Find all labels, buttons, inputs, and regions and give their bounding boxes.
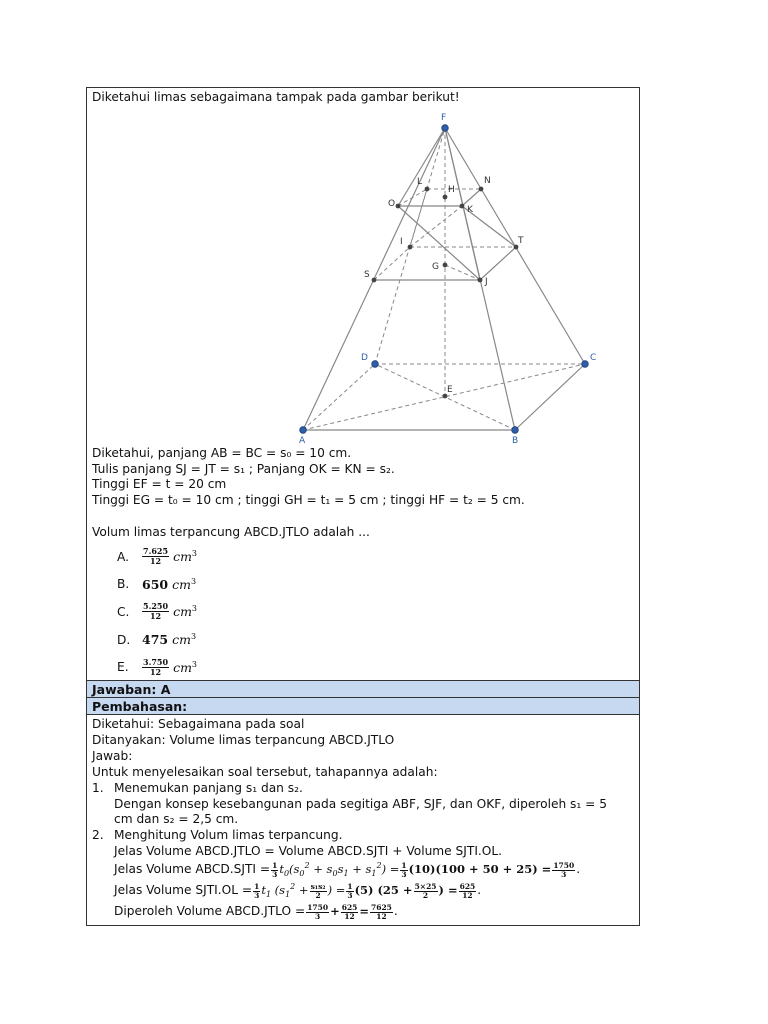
option-value: 650 <box>142 576 169 592</box>
given-info <box>92 446 525 509</box>
label-L: L <box>417 177 423 187</box>
given-line: Tinggi EF = t = 20 cm <box>92 477 227 492</box>
label-F: F <box>441 113 447 123</box>
question-intro: Diketahui limas sebagaimana tampak pada gambar berikut! <box>92 90 460 104</box>
discussion-header: Pembahasan: <box>87 698 639 715</box>
discussion-body <box>87 715 639 925</box>
step-number: 2. <box>92 828 104 843</box>
label-E: E <box>447 385 453 395</box>
label-C: C <box>590 353 597 363</box>
option-unit: $cm^3$ <box>172 576 197 592</box>
step-2-text: Jelas Volume ABCD.JTLO = Volume ABCD.SJTI + Volume SJTI.OL. <box>114 844 503 859</box>
question-cell <box>87 88 639 681</box>
given-line: Tinggi EG = t₀ = 10 cm ; tinggi GH = t₁ = 5 cm ; tinggi HF = t₂ = 5 cm. <box>92 493 525 508</box>
edge-BC <box>515 364 585 430</box>
option-c[interactable] <box>117 598 197 626</box>
pyramid-diagram <box>205 113 597 450</box>
option-fraction: $\frac{5.250}{12}$ <box>143 601 169 622</box>
option-letter: C. <box>117 604 130 619</box>
label-D: D <box>361 353 368 363</box>
option-unit: $cm^3$ <box>173 659 198 675</box>
formula-total: Diperoleh Volume ABCD.JTLO = $\frac{1750}{3}$ + $\frac{625}{12}$ = $\frac{7625}{12}$ . <box>114 902 398 921</box>
formula-sjti: Jelas Volume ABCD.SJTI = $\frac{1}{3}$ $t_0(s_0^2 + s_0s_1 + s_1^2)$ = $\frac{1}{3}$ (10)(100 + 50 + 25) = $\frac{1750}{3}$ . <box>114 860 581 879</box>
asked-line: Ditanyakan: Volume limas terpancung ABCD.JTLO <box>92 732 395 747</box>
step-number: 1. <box>92 780 104 795</box>
option-letter: E. <box>117 660 129 675</box>
point-D <box>372 361 379 368</box>
step-2 <box>92 828 639 844</box>
steps-intro: Untuk menyelesaikan soal tersebut, tahapannya adalah: <box>92 764 438 779</box>
label-O: O <box>388 199 396 209</box>
label-S: S <box>364 270 370 280</box>
label-H: H <box>448 185 455 195</box>
option-letter: D. <box>117 632 131 647</box>
option-unit: $cm^3$ <box>172 632 197 648</box>
option-fraction: $\frac{3.750}{12}$ <box>143 656 169 677</box>
point-B <box>512 427 519 434</box>
step-1-text: Dengan konsep kesebangunan pada segitiga ABF, SJF, dan OKF, diperoleh s₁ = 5 <box>114 796 607 811</box>
option-fraction: $\frac{7.625}{12}$ <box>143 546 169 567</box>
label-I: I <box>400 237 403 247</box>
point-C <box>582 361 589 368</box>
label-B: B <box>512 436 519 446</box>
problem-table <box>86 87 640 926</box>
label-T: T <box>518 236 524 246</box>
given-line: Tulis panjang SJ = JT = s₁ ; Panjang OK = KN = s₂. <box>92 461 395 476</box>
step-1 <box>92 781 639 797</box>
point-F <box>442 125 449 132</box>
label-A: A <box>299 436 306 446</box>
label-J: J <box>485 277 488 287</box>
point-A <box>300 427 307 434</box>
option-a[interactable] <box>117 543 197 571</box>
given-line: Diketahui, panjang AB = BC = s₀ = 10 cm. <box>92 446 352 460</box>
answer-header: Jawaban: A <box>87 681 639 698</box>
step-title: Menemukan panjang s₁ dan s₂. <box>114 780 303 795</box>
label-K: K <box>467 205 473 215</box>
option-b[interactable] <box>117 571 197 599</box>
answer-intro: Jawab: <box>92 748 133 763</box>
known-line: Diketahui: Sebagaimana pada soal <box>92 717 305 731</box>
label-G: G <box>432 262 439 272</box>
option-letter: A. <box>117 549 129 564</box>
step-1-text: cm dan s₂ = 2,5 cm. <box>114 812 239 827</box>
answer-options <box>117 543 197 681</box>
step-title: Menghitung Volum limas terpancung. <box>114 828 343 843</box>
option-unit: $cm^3$ <box>173 549 198 565</box>
option-unit: $cm^3$ <box>173 604 198 620</box>
option-d[interactable] <box>117 626 197 654</box>
option-value: 475 <box>142 632 169 648</box>
question-prompt: Volum limas terpancung ABCD.JTLO adalah ... <box>92 525 370 539</box>
option-letter: B. <box>117 577 130 592</box>
label-N: N <box>484 176 491 186</box>
option-e[interactable] <box>117 653 197 681</box>
formula-sjti-ol: Jelas Volume SJTI.OL = $\frac{1}{3}$ $t_1$ ($s_1^2$ + $\frac{\text{s₁s₂}}{2}$ ) = $\frac{1}{3}$ (5) (25 + $\frac{5\times 25}{2}$ ) = $\frac{625}{12}$ . <box>114 881 482 900</box>
